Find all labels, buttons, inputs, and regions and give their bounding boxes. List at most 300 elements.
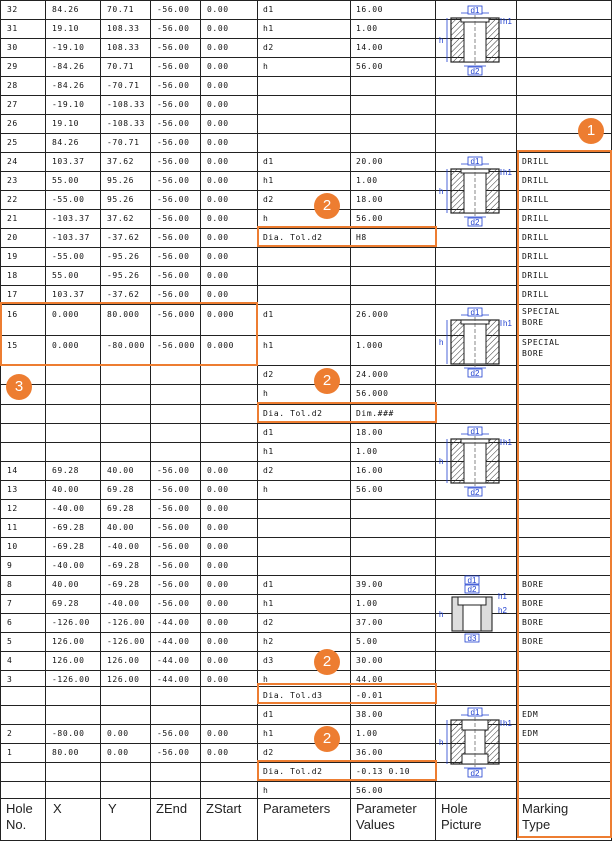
header-hole-no: Hole	[6, 801, 33, 816]
callout-badge-2: 2	[314, 726, 340, 752]
hole-cell: 0.00	[207, 252, 229, 261]
param-value: 44.00	[356, 675, 384, 684]
svg-text:d2: d2	[467, 585, 477, 594]
hole-cell: 0.00	[207, 100, 229, 109]
hole-cell: -44.00	[157, 618, 190, 627]
hole-cell: 11	[7, 523, 18, 532]
param-value: 1.00	[356, 447, 378, 456]
hole-cell: -40.00	[107, 599, 140, 608]
param-value: 18.00	[356, 195, 384, 204]
hole-cell: 1	[7, 748, 13, 757]
marking-special-bore: SPECIAL	[522, 338, 560, 347]
callout-box-special-holes	[0, 302, 258, 366]
hole-cell: 24	[7, 157, 18, 166]
hole-cell: 6	[7, 618, 13, 627]
hole-cell: 0.00	[207, 195, 229, 204]
hole-cell: -56.00	[157, 748, 190, 757]
param-value: 26.000	[356, 310, 389, 319]
svg-text:d3: d3	[467, 634, 477, 643]
svg-text:d2: d2	[470, 67, 480, 76]
hole-cell: 84.26	[52, 138, 80, 147]
param-name: h1	[263, 447, 274, 456]
hole-cell: -40.00	[107, 542, 140, 551]
param-value: 1.00	[356, 599, 378, 608]
hole-cell: 103.37	[52, 290, 85, 299]
hole-cell: -56.00	[157, 62, 190, 71]
hole-cell: 108.33	[107, 43, 140, 52]
svg-text:h1: h1	[503, 719, 512, 728]
hole-picture-straight	[437, 425, 517, 497]
hole-cell: 37.62	[107, 157, 135, 166]
hole-cell: -56.00	[157, 252, 190, 261]
svg-text:d1: d1	[470, 708, 480, 717]
hole-cell: 0.00	[207, 504, 229, 513]
hole-cell: -56.00	[157, 523, 190, 532]
param-value: 39.00	[356, 580, 384, 589]
hole-cell: -95.26	[107, 252, 140, 261]
svg-text:d1: d1	[470, 308, 480, 317]
hole-cell: -56.00	[157, 485, 190, 494]
hole-cell: 37.62	[107, 214, 135, 223]
svg-text:d2: d2	[470, 369, 480, 378]
param-name: Dia. Tol.d3	[263, 691, 323, 700]
hole-cell: 55.00	[52, 176, 80, 185]
hole-picture-counterbore	[437, 706, 517, 778]
hole-cell: -56.00	[157, 599, 190, 608]
hole-cell: -126.00	[52, 618, 90, 627]
hole-cell: -37.62	[107, 233, 140, 242]
callout-box-tolerance	[257, 402, 437, 423]
hole-cell: -80.00	[52, 729, 85, 738]
hole-cell: 15	[7, 341, 18, 350]
header-zstart: ZStart	[206, 801, 242, 816]
header-marking-type: Type	[522, 817, 551, 832]
param-value: 56.00	[356, 786, 384, 795]
hole-cell: 69.28	[52, 466, 80, 475]
hole-cell: -56.000	[157, 310, 195, 319]
param-name: d2	[263, 748, 274, 757]
marking-bore: BORE	[522, 580, 544, 589]
header-parameters: Parameters	[263, 801, 331, 816]
svg-text:h1: h1	[503, 438, 512, 447]
svg-text:d1: d1	[470, 427, 480, 436]
hole-cell: 0.00	[207, 290, 229, 299]
hole-cell: 69.28	[52, 599, 80, 608]
hole-cell: 21	[7, 214, 18, 223]
hole-cell: -55.00	[52, 252, 85, 261]
hole-picture-bore	[437, 575, 517, 647]
param-name: d1	[263, 428, 274, 437]
hole-cell: 40.00	[107, 523, 135, 532]
param-name: d2	[263, 370, 274, 379]
hole-cell: 14	[7, 466, 18, 475]
param-name: h	[263, 62, 269, 71]
param-name: Dia. Tol.d2	[263, 233, 323, 242]
svg-text:d1: d1	[470, 157, 480, 166]
hole-cell: -56.00	[157, 233, 190, 242]
hole-cell: 30	[7, 43, 18, 52]
param-name: d1	[263, 710, 274, 719]
param-value: 1.00	[356, 24, 378, 33]
hole-cell: -69.28	[107, 580, 140, 589]
marking-special-bore: SPECIAL	[522, 307, 560, 316]
hole-cell: 19.10	[52, 119, 80, 128]
param-value: 56.00	[356, 214, 384, 223]
param-value: -0.13 0.10	[356, 767, 411, 776]
marking-drill: DRILL	[522, 214, 550, 223]
header-hole-picture: Picture	[441, 817, 482, 832]
param-name: h1	[263, 24, 274, 33]
marking-drill: DRILL	[522, 195, 550, 204]
param-value: 20.00	[356, 157, 384, 166]
param-name: h	[263, 485, 269, 494]
param-value: 18.00	[356, 428, 384, 437]
hole-cell: 0.00	[207, 599, 229, 608]
param-value: 56.000	[356, 389, 389, 398]
hole-cell: 0.00	[207, 580, 229, 589]
hole-cell: 13	[7, 485, 18, 494]
col-line	[150, 0, 151, 840]
row-line	[0, 76, 612, 77]
hole-cell: 16	[7, 310, 18, 319]
marking-drill: DRILL	[522, 233, 550, 242]
hole-cell: 0.00	[207, 637, 229, 646]
callout-box-marking	[517, 150, 612, 838]
hole-cell: 32	[7, 5, 18, 14]
hole-cell: -55.00	[52, 195, 85, 204]
hole-cell: 10	[7, 542, 18, 551]
hole-cell: -108.33	[107, 119, 145, 128]
hole-cell: -56.00	[157, 100, 190, 109]
hole-cell: 0.00	[207, 81, 229, 90]
param-name: d1	[263, 580, 274, 589]
hole-cell: 0.00	[207, 119, 229, 128]
header-parameter-values: Values	[356, 817, 395, 832]
param-value: 38.00	[356, 710, 384, 719]
hole-cell: 23	[7, 176, 18, 185]
hole-cell: -56.00	[157, 290, 190, 299]
hole-cell: -126.00	[107, 637, 145, 646]
callout-badge-3: 3	[6, 374, 32, 400]
marking-edm: EDM	[522, 710, 539, 719]
hole-cell: -56.00	[157, 542, 190, 551]
param-value: 30.00	[356, 656, 384, 665]
callout-badge-2: 2	[314, 193, 340, 219]
hole-cell: 40.00	[107, 466, 135, 475]
hole-cell: -80.000	[107, 341, 145, 350]
hole-picture-straight	[437, 155, 517, 227]
callout-box-tolerance	[257, 226, 437, 247]
marking-drill: DRILL	[522, 157, 550, 166]
hole-cell: -37.62	[107, 290, 140, 299]
param-name: h2	[263, 637, 274, 646]
row-line	[0, 0, 612, 1]
hole-cell: -56.00	[157, 729, 190, 738]
svg-text:d2: d2	[470, 218, 480, 227]
callout-badge-2: 2	[314, 368, 340, 394]
hole-picture-straight	[437, 306, 517, 378]
hole-cell: 40.00	[52, 485, 80, 494]
param-name: d2	[263, 195, 274, 204]
header-zend: ZEnd	[156, 801, 188, 816]
hole-cell: 9	[7, 561, 13, 570]
param-name: h	[263, 675, 269, 684]
hole-cell: 27	[7, 100, 18, 109]
param-value: H8	[356, 233, 367, 242]
marking-special-bore: BORE	[522, 318, 544, 327]
param-value: 1.00	[356, 729, 378, 738]
hole-cell: 0.00	[207, 675, 229, 684]
svg-text:h: h	[439, 338, 444, 347]
hole-cell: 8	[7, 580, 13, 589]
svg-text:d1: d1	[467, 576, 477, 585]
hole-cell: -56.00	[157, 81, 190, 90]
row-line	[0, 95, 612, 96]
param-name: d2	[263, 618, 274, 627]
row-line	[0, 19, 612, 20]
hole-cell: 3	[7, 675, 13, 684]
param-name: d1	[263, 157, 274, 166]
param-name: h1	[263, 341, 274, 350]
hole-cell: -56.00	[157, 580, 190, 589]
svg-text:h2: h2	[498, 606, 507, 615]
hole-cell: 0.00	[107, 748, 129, 757]
hole-cell: -69.28	[52, 523, 85, 532]
header-x: X	[53, 801, 62, 816]
row-line	[0, 57, 612, 58]
param-value: 56.00	[356, 485, 384, 494]
hole-cell: 126.00	[52, 637, 85, 646]
param-name: h	[263, 214, 269, 223]
param-value: 5.00	[356, 637, 378, 646]
hole-cell: 0.00	[207, 271, 229, 280]
hole-cell: 2	[7, 729, 13, 738]
hole-cell: 0.00	[207, 157, 229, 166]
callout-box-tolerance	[257, 760, 437, 781]
hole-cell: -70.71	[107, 138, 140, 147]
hole-cell: -56.00	[157, 176, 190, 185]
hole-cell: 25	[7, 138, 18, 147]
hole-cell: -56.00	[157, 24, 190, 33]
param-value: Dim.###	[356, 409, 394, 418]
col-line	[200, 0, 201, 840]
hole-cell: -44.00	[157, 656, 190, 665]
col-line	[100, 0, 101, 840]
hole-cell: -40.00	[52, 504, 85, 513]
param-value: 56.00	[356, 62, 384, 71]
hole-cell: 69.28	[107, 504, 135, 513]
hole-cell: 80.00	[52, 748, 80, 757]
hole-cell: -56.00	[157, 271, 190, 280]
header-y: Y	[108, 801, 117, 816]
header-hole-no: No.	[6, 817, 27, 832]
param-name: d1	[263, 310, 274, 319]
hole-cell: -95.26	[107, 271, 140, 280]
hole-cell: -19.10	[52, 43, 85, 52]
svg-text:h: h	[439, 36, 444, 45]
hole-cell: -69.28	[52, 542, 85, 551]
marking-drill: DRILL	[522, 271, 550, 280]
marking-bore: BORE	[522, 618, 544, 627]
hole-cell: -40.00	[52, 561, 85, 570]
param-name: h	[263, 786, 269, 795]
hole-cell: 126.00	[107, 675, 140, 684]
col-line	[0, 0, 1, 840]
hole-cell: -56.00	[157, 195, 190, 204]
hole-cell: 0.00	[207, 43, 229, 52]
hole-cell: 28	[7, 81, 18, 90]
param-value: -0.01	[356, 691, 384, 700]
marking-drill: DRILL	[522, 252, 550, 261]
param-name: d2	[263, 43, 274, 52]
param-value: 24.000	[356, 370, 389, 379]
hole-cell: 20	[7, 233, 18, 242]
param-name: h	[263, 389, 269, 398]
hole-cell: 0.00	[207, 523, 229, 532]
hole-cell: 0.000	[207, 310, 235, 319]
hole-cell: -44.00	[157, 637, 190, 646]
marking-bore: BORE	[522, 637, 544, 646]
marking-drill: DRILL	[522, 176, 550, 185]
hole-cell: 4	[7, 656, 13, 665]
marking-special-bore: BORE	[522, 349, 544, 358]
param-value: 36.00	[356, 748, 384, 757]
param-name: d3	[263, 656, 274, 665]
svg-text:h: h	[439, 187, 444, 196]
hole-cell: -56.00	[157, 214, 190, 223]
param-name: Dia. Tol.d2	[263, 409, 323, 418]
hole-cell: -56.00	[157, 466, 190, 475]
hole-cell: -56.000	[157, 341, 195, 350]
svg-text:h: h	[439, 610, 444, 619]
header-hole-picture: Hole	[441, 801, 468, 816]
hole-cell: 5	[7, 637, 13, 646]
hole-cell: 0.00	[207, 176, 229, 185]
callout-badge-2: 2	[314, 649, 340, 675]
hole-cell: 22	[7, 195, 18, 204]
param-name: Dia. Tol.d2	[263, 767, 323, 776]
param-name: h1	[263, 599, 274, 608]
hole-picture-straight	[437, 4, 517, 76]
param-value: 1.000	[356, 341, 384, 350]
svg-text:h: h	[439, 457, 444, 466]
param-value: 37.00	[356, 618, 384, 627]
row-line	[0, 133, 612, 134]
hole-cell: 40.00	[52, 580, 80, 589]
hole-cell: -69.28	[107, 561, 140, 570]
hole-cell: 0.000	[52, 341, 80, 350]
col-line	[45, 0, 46, 840]
hole-cell: 84.26	[52, 5, 80, 14]
hole-cell: -84.26	[52, 81, 85, 90]
hole-cell: 17	[7, 290, 18, 299]
hole-cell: 108.33	[107, 24, 140, 33]
hole-cell: -56.00	[157, 561, 190, 570]
hole-cell: 0.00	[207, 729, 229, 738]
hole-cell: -103.37	[52, 233, 90, 242]
hole-cell: 0.00	[207, 5, 229, 14]
hole-cell: 126.00	[52, 656, 85, 665]
svg-text:d2: d2	[470, 769, 480, 778]
param-name: h1	[263, 729, 274, 738]
hole-cell: 0.00	[207, 656, 229, 665]
row-line	[0, 114, 612, 115]
header-parameter-values: Parameter	[356, 801, 417, 816]
param-name: d1	[263, 5, 274, 14]
svg-text:h1: h1	[503, 17, 512, 26]
header-marking-type: Marking	[522, 801, 569, 816]
param-value: 16.00	[356, 466, 384, 475]
hole-cell: 0.00	[207, 561, 229, 570]
hole-cell: -108.33	[107, 100, 145, 109]
hole-cell: -103.37	[52, 214, 90, 223]
hole-cell: 19	[7, 252, 18, 261]
hole-cell: -126.00	[52, 675, 90, 684]
svg-text:h1: h1	[498, 592, 507, 601]
hole-cell: 55.00	[52, 271, 80, 280]
callout-box-tolerance	[257, 683, 437, 704]
hole-cell: 0.00	[207, 233, 229, 242]
hole-cell: 0.00	[107, 729, 129, 738]
hole-cell: 7	[7, 599, 13, 608]
marking-drill: DRILL	[522, 290, 550, 299]
hole-cell: -56.00	[157, 5, 190, 14]
hole-cell: -84.26	[52, 62, 85, 71]
callout-badge-1: 1	[578, 118, 604, 144]
hole-cell: -56.00	[157, 138, 190, 147]
param-value: 14.00	[356, 43, 384, 52]
marking-edm: EDM	[522, 729, 539, 738]
hole-cell: 0.000	[207, 341, 235, 350]
hole-cell: 70.71	[107, 5, 135, 14]
param-value: 16.00	[356, 5, 384, 14]
hole-cell: 70.71	[107, 62, 135, 71]
hole-cell: 0.00	[207, 485, 229, 494]
hole-cell: -44.00	[157, 675, 190, 684]
hole-cell: -126.00	[107, 618, 145, 627]
svg-text:h: h	[439, 738, 444, 747]
hole-cell: 0.00	[207, 24, 229, 33]
hole-cell: 29	[7, 62, 18, 71]
hole-cell: 31	[7, 24, 18, 33]
hole-cell: 95.26	[107, 195, 135, 204]
hole-cell: 0.00	[207, 214, 229, 223]
svg-text:h1: h1	[503, 168, 512, 177]
hole-cell: 126.00	[107, 656, 140, 665]
hole-cell: -56.00	[157, 43, 190, 52]
hole-cell: 80.000	[107, 310, 140, 319]
hole-cell: 0.00	[207, 618, 229, 627]
hole-cell: -56.00	[157, 119, 190, 128]
hole-cell: 95.26	[107, 176, 135, 185]
svg-text:d1: d1	[470, 6, 480, 15]
hole-cell: -56.00	[157, 157, 190, 166]
svg-text:d2: d2	[470, 488, 480, 497]
hole-cell: 0.00	[207, 466, 229, 475]
param-name: h1	[263, 176, 274, 185]
hole-cell: 0.00	[207, 748, 229, 757]
hole-cell: 18	[7, 271, 18, 280]
hole-cell: 19.10	[52, 24, 80, 33]
hole-cell: 26	[7, 119, 18, 128]
hole-cell: 0.000	[52, 310, 80, 319]
hole-cell: -56.00	[157, 504, 190, 513]
param-name: d2	[263, 466, 274, 475]
hole-cell: 0.00	[207, 542, 229, 551]
hole-cell: 103.37	[52, 157, 85, 166]
param-value: 1.00	[356, 176, 378, 185]
hole-cell: 12	[7, 504, 18, 513]
